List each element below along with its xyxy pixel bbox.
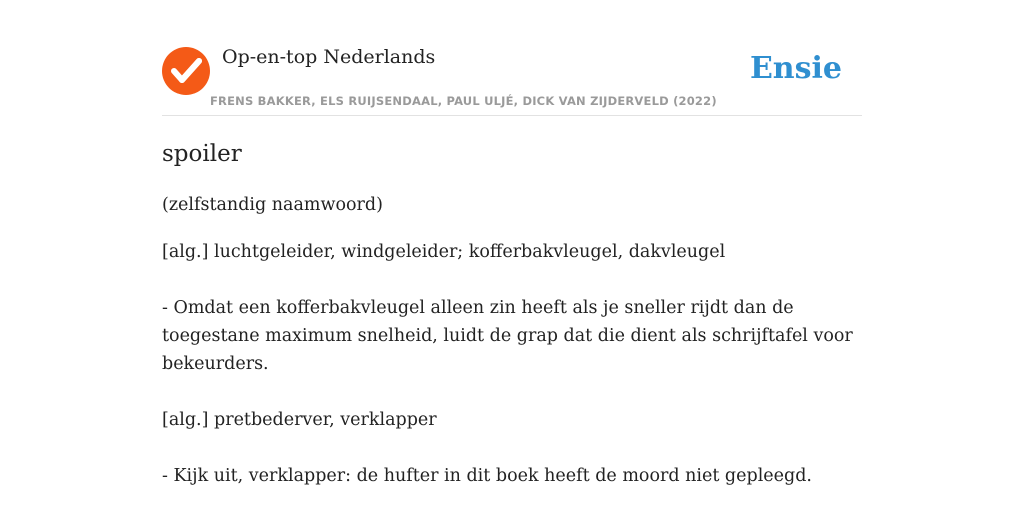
source-title[interactable]: Op-en-top Nederlands	[222, 46, 436, 68]
part-of-speech: (zelfstandig naamwoord)	[162, 195, 383, 215]
definition-2: [alg.] pretbederver, verklapper	[162, 410, 437, 430]
entry-headword: spoiler	[162, 141, 242, 167]
example-2: - Kijk uit, verklapper: de hufter in dit boek heeft de moord niet gepleegd.	[162, 466, 812, 486]
ensie-logo[interactable]: Ensie	[749, 51, 842, 86]
entry-content	[162, 138, 862, 490]
source-header	[162, 40, 862, 116]
source-authors: FRENS BAKKER, ELS RUIJSENDAAL, PAUL ULJÉ, DICK VAN ZIJDERVELD (2022)	[210, 94, 717, 108]
example-1: - Omdat een kofferbakvleugel alleen zin heeft als je sneller rijdt dan de toegestane maximum snelheid, luidt de grap dat die dient als schrijftafel voor bekeurders.	[162, 298, 853, 374]
definition-1: [alg.] luchtgeleider, windgeleider; kofferbakvleugel, dakvleugel	[162, 242, 726, 262]
orange-checkmark-icon[interactable]	[162, 47, 210, 95]
